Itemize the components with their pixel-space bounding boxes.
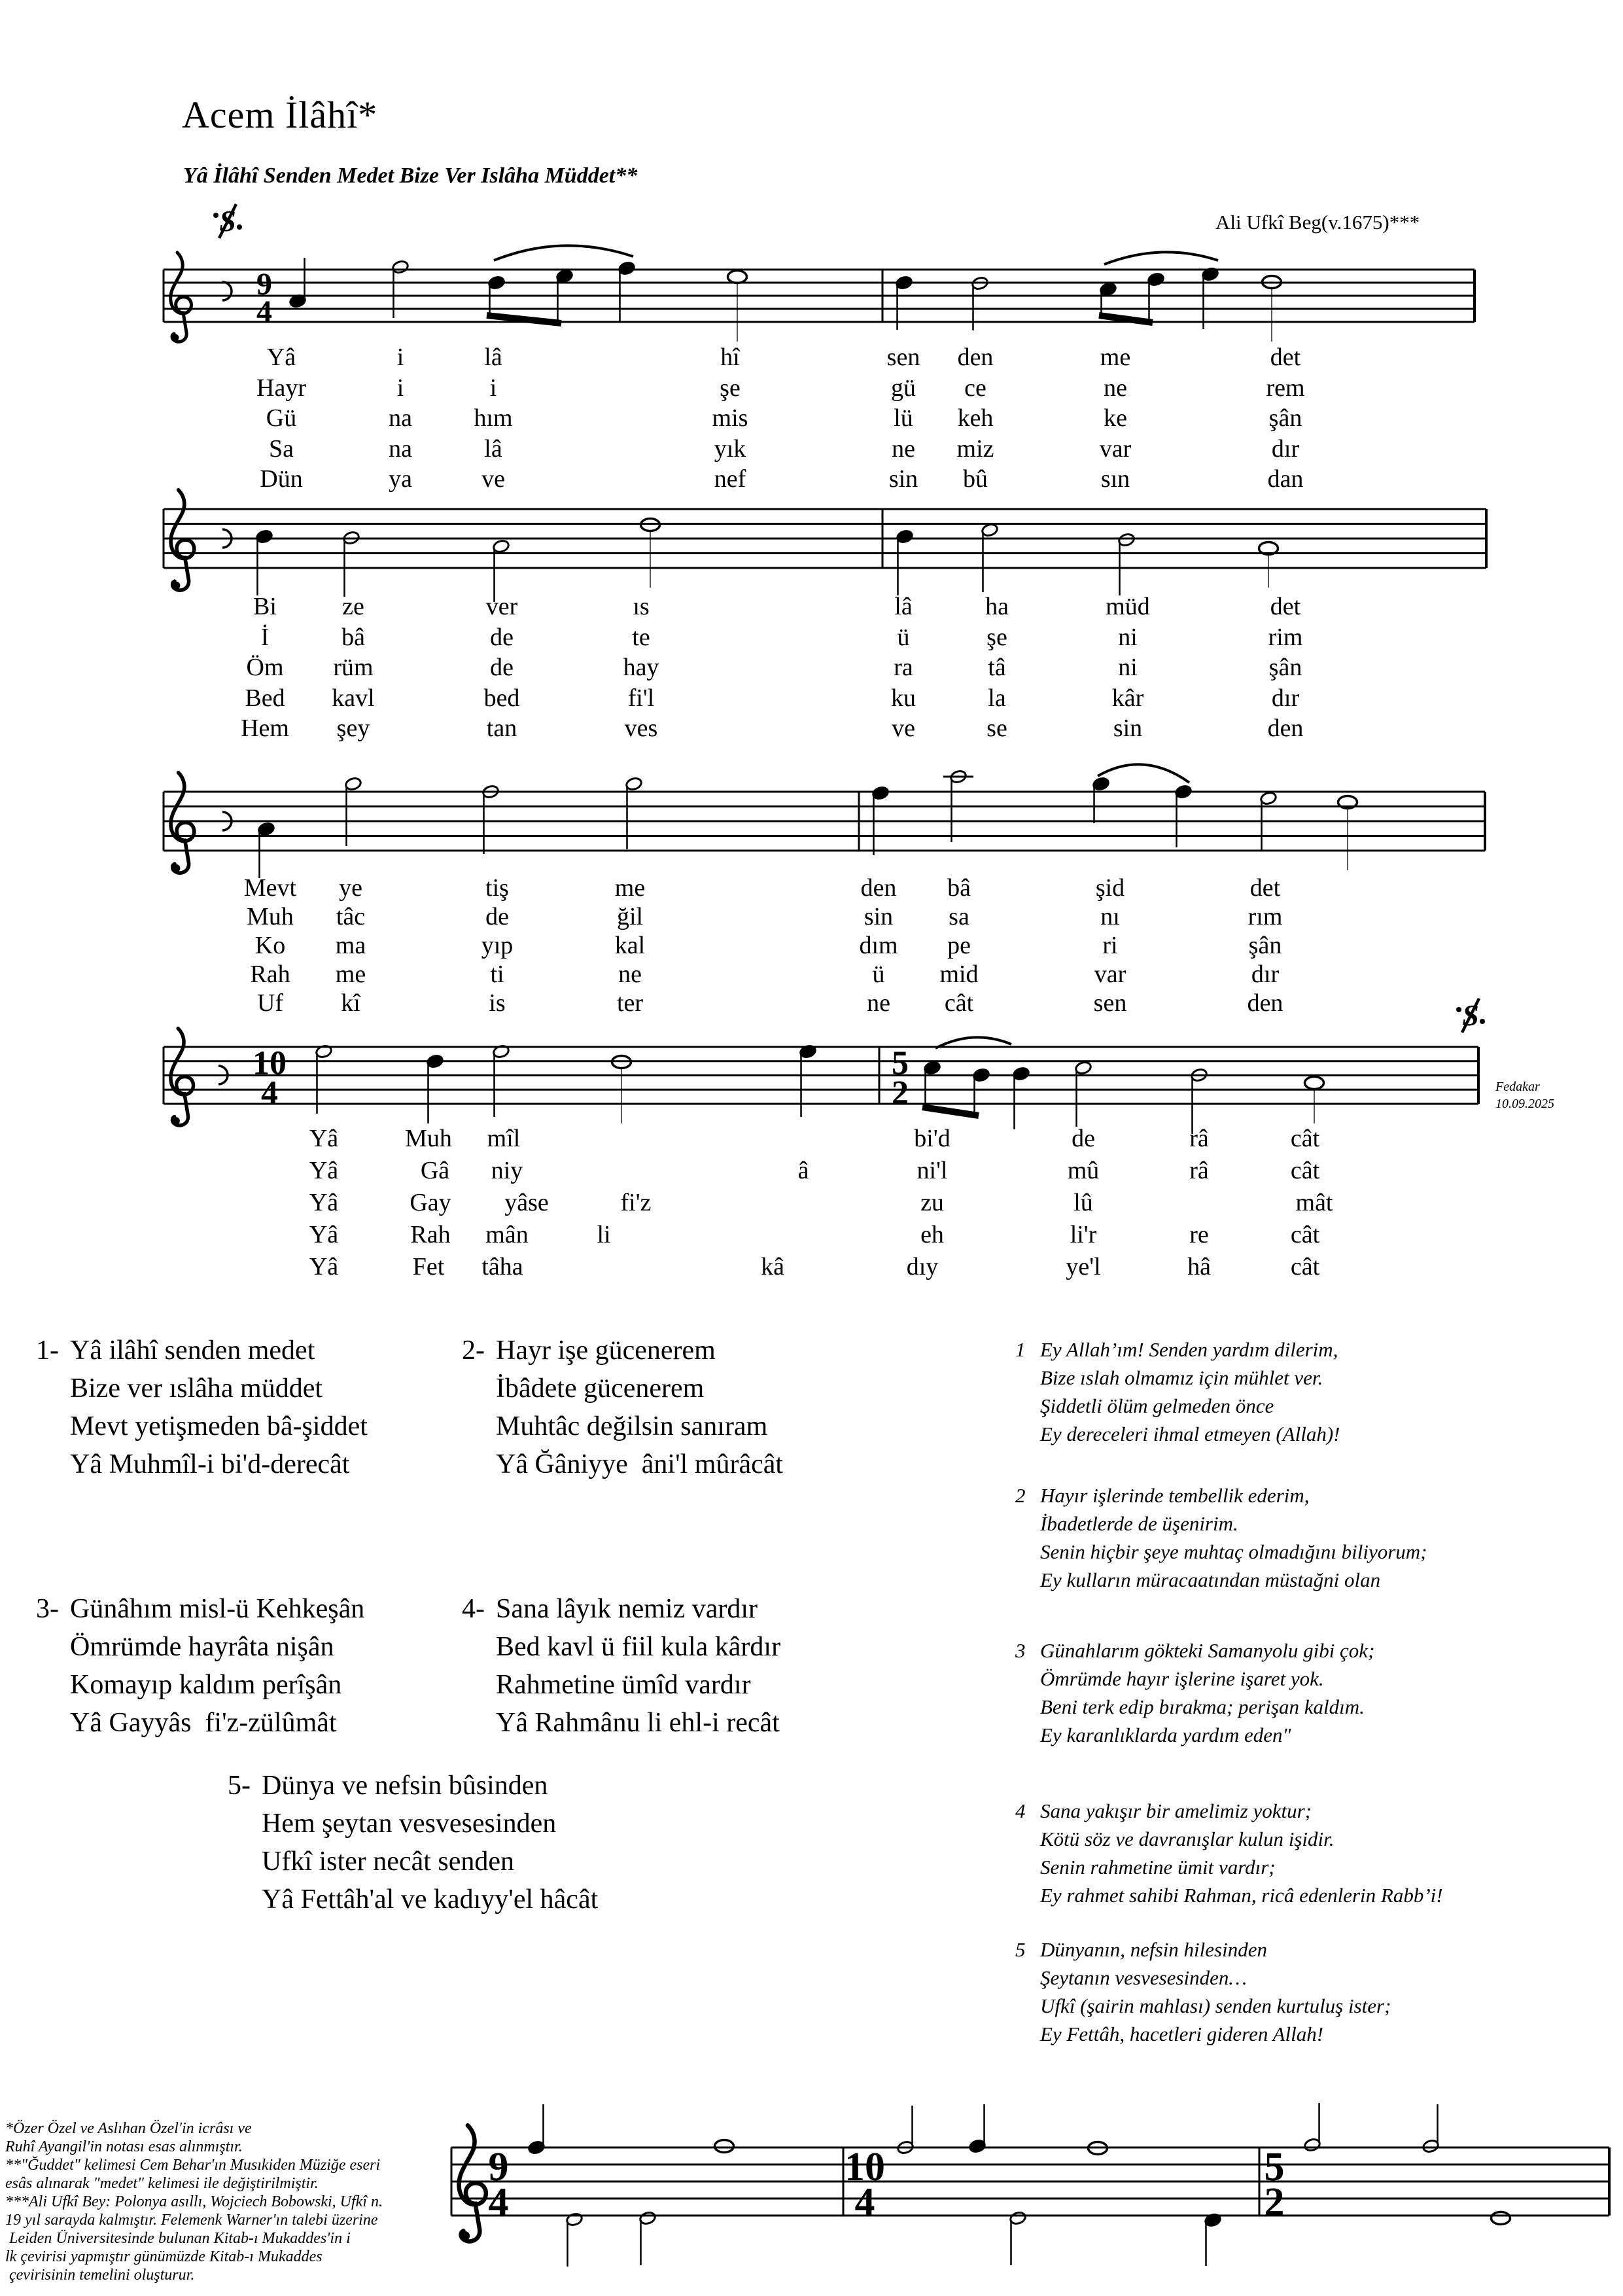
translation-line: Senin hiçbir şeye muhtaç olmadığını biliyorum;	[1040, 1540, 1427, 1563]
lyric-syllable: â	[797, 1157, 809, 1184]
lyric-syllable: Yâ	[266, 344, 296, 371]
time-signature-numerator: 10	[253, 1044, 287, 1082]
lyric-syllable: zu	[920, 1189, 944, 1216]
svg-text:S: S	[1462, 998, 1479, 1032]
lyric-syllable: Yâ	[309, 1125, 339, 1152]
verse-line: İbâdete gücenerem	[496, 1373, 705, 1404]
slur	[1104, 252, 1218, 264]
engraving-date: 10.09.2025	[1495, 1097, 1554, 1111]
lyric-syllable: det	[1270, 344, 1301, 371]
lyric-syllable: sin	[864, 903, 894, 930]
lyric-syllable: se	[986, 715, 1007, 742]
lyric-syllable: ves	[624, 715, 658, 742]
verse-number: 3-	[36, 1594, 59, 1624]
lyric-syllable: ver	[485, 593, 518, 620]
lyric-syllable: ha	[985, 593, 1009, 620]
time-signature-denominator: 4	[261, 1074, 278, 1112]
lyric-syllable: den	[1247, 989, 1283, 1017]
time-signature-numerator: 9	[488, 2145, 509, 2189]
time-signature-numerator: 5	[892, 1044, 909, 1082]
lyric-syllable: sa	[949, 903, 969, 930]
footnote-line: Leiden Üniversitesinde bulunan Kitab-ı Mukaddes'in i	[5, 2230, 351, 2247]
treble-clef-icon	[459, 2125, 486, 2241]
lyric-syllable: ter	[616, 989, 644, 1017]
beam	[922, 1107, 979, 1116]
lyric-syllable: yık	[714, 434, 746, 463]
lyric-syllable: den	[1267, 715, 1304, 742]
lyric-syllable: dıy	[906, 1253, 939, 1280]
footnote-line: *Özer Özel ve Aslıhan Özel'in icrâsı ve	[5, 2120, 252, 2137]
whole-note	[1492, 2212, 1510, 2225]
lyric-syllable: ü	[897, 623, 910, 651]
lyric-syllable: ma	[335, 932, 366, 959]
lyric-syllable: ke	[1104, 404, 1127, 432]
lyric-syllable: ıs	[633, 593, 650, 620]
lyric-syllable: bâ	[947, 874, 971, 902]
lyric-syllable: mis	[712, 404, 748, 432]
lyric-syllable: yâse	[504, 1189, 549, 1216]
lyric-syllable: ya	[389, 465, 412, 493]
lyric-syllable: şân	[1268, 404, 1302, 432]
lyric-syllable: rem	[1266, 374, 1305, 402]
translation-number: 2	[1015, 1484, 1026, 1507]
lyric-syllable: Hayr	[256, 374, 306, 402]
lyric-syllable: Mevt	[243, 874, 297, 902]
translation-line: Senin rahmetine ümit vardır;	[1040, 1856, 1276, 1879]
translation-line: Ey Allah’ım! Senden yardım dilerim,	[1040, 1338, 1338, 1361]
translation-line: Günahlarım gökteki Samanyolu gibi çok;	[1040, 1639, 1375, 1662]
lyric-syllable: Sa	[269, 434, 294, 463]
lyric-syllable: dır	[1271, 434, 1300, 463]
lyric-syllable: na	[389, 404, 412, 432]
lyric-syllable: eh	[920, 1221, 944, 1248]
lyric-syllable: bâ	[341, 623, 365, 651]
lyric-syllable: kal	[614, 932, 646, 959]
time-signature-denominator: 4	[854, 2180, 875, 2225]
verse-line: Yâ Fettâh'al ve kadıyy'el hâcât	[262, 1884, 599, 1915]
lyric-syllable: ye	[339, 874, 362, 902]
lyric-syllable: Bed	[245, 684, 285, 712]
lyric-syllable: i	[396, 344, 404, 371]
lyric-syllable: dım	[859, 932, 898, 959]
lyric-syllable: rım	[1248, 903, 1283, 930]
lyric-syllable: ne	[618, 961, 642, 988]
lyric-syllable: rüm	[333, 654, 374, 681]
lyric-syllable: mid	[939, 961, 979, 988]
whole-note	[1305, 1077, 1324, 1089]
lyric-syllable: det	[1249, 874, 1281, 902]
lyric-syllable: Uf	[256, 989, 284, 1017]
translation-line: Dünyanın, nefsin hilesinden	[1040, 1938, 1267, 1961]
whole-note	[715, 2140, 734, 2153]
translation-line: Ey dereceleri ihmal etmeyen (Allah)!	[1040, 1422, 1340, 1445]
lyric-syllable: de	[490, 654, 514, 681]
lyric-syllable: Gü	[266, 404, 297, 432]
lyric-syllable: mât	[1295, 1189, 1333, 1216]
verse-line: Hem şeytan vesvesesinden	[262, 1809, 557, 1839]
lyric-syllable: ğil	[616, 903, 644, 930]
translation-line: Ey rahmet sahibi Rahman, ricâ edenlerin Rabb’i!	[1040, 1884, 1443, 1907]
footnote-line: ***Ali Ufkî Bey: Polonya asıllı, Wojciech Bobowski, Ufkî n.	[5, 2193, 383, 2210]
lyric-syllable: bed	[483, 684, 520, 712]
lyric-syllable: Yâ	[309, 1221, 339, 1248]
translation-line: Kötü söz ve davranışlar kulun işidir.	[1040, 1828, 1335, 1850]
lyric-syllable: pe	[947, 932, 971, 959]
lyric-syllable: ne	[867, 989, 890, 1017]
lyric-syllable: mû	[1067, 1157, 1100, 1184]
translation-line: İbadetlerde de üşenirim.	[1040, 1512, 1238, 1535]
translation-number: 5	[1015, 1938, 1026, 1961]
verse-number: 2-	[462, 1335, 485, 1366]
lyric-syllable: i	[489, 374, 497, 402]
translation-line: Ey karanlıklarda yardım eden"	[1040, 1723, 1291, 1746]
lyric-syllable: yıp	[481, 932, 514, 959]
verse-line: Hayr işe gücenerem	[496, 1335, 716, 1366]
lyric-syllable: Muh	[247, 903, 294, 930]
lyric-syllable: ra	[894, 654, 913, 681]
lyric-syllable: cât	[944, 989, 974, 1017]
lyric-syllable: İ	[260, 623, 270, 651]
translation-line: Hayır işlerinde tembellik ederim,	[1040, 1484, 1310, 1507]
lyric-syllable: sen	[1093, 989, 1127, 1017]
translation-line: Ömrümde hayır işlerine işaret yok.	[1040, 1667, 1324, 1690]
lyric-syllable: var	[1099, 434, 1132, 463]
verse-line: Sana lâyık nemiz vardır	[496, 1594, 758, 1624]
verse-number: 4-	[462, 1594, 485, 1624]
translation-line: Ey kulların müracaatından müstağni olan	[1040, 1568, 1381, 1591]
lyric-syllable: râ	[1189, 1157, 1209, 1184]
lyric-syllable: dır	[1251, 961, 1280, 988]
lyric-syllable: sin	[1113, 715, 1143, 742]
lyric-syllable: ti	[490, 961, 504, 988]
lyric-syllable: sın	[1100, 465, 1130, 493]
translation-line: Ufkî (şairin mahlası) senden kurtuluş ister;	[1040, 1994, 1391, 2017]
lyric-syllable: hî	[720, 344, 740, 371]
lyric-syllable: müd	[1106, 593, 1150, 620]
lyric-syllable: li'r	[1070, 1221, 1097, 1248]
lyric-syllable: Dün	[260, 465, 303, 493]
lyric-syllable: ne	[1104, 374, 1127, 402]
translation-line: Şiddetli ölüm gelmeden önce	[1040, 1394, 1274, 1417]
lyric-syllable: cât	[1290, 1253, 1320, 1280]
lyric-syllable: var	[1094, 961, 1126, 988]
lyric-syllable: bi'd	[914, 1125, 951, 1152]
translation-number: 3	[1015, 1639, 1026, 1662]
lyric-syllable: cât	[1290, 1221, 1320, 1248]
lyric-syllable: keh	[957, 404, 994, 432]
page-title: Acem İlâhî*	[182, 94, 378, 136]
lyric-syllable: miz	[956, 434, 994, 463]
verse-line: Mevt yetişmeden bâ-şiddet	[70, 1411, 368, 1441]
time-signature-numerator: 9	[256, 267, 272, 302]
lyric-syllable: dır	[1271, 684, 1300, 712]
lyric-syllable: mân	[485, 1221, 529, 1248]
lyric-syllable: hım	[474, 404, 513, 432]
lyric-syllable: ü	[872, 961, 885, 988]
lyric-syllable: tiş	[485, 874, 509, 902]
lyric-syllable: tâ	[988, 654, 1006, 681]
verse-line: Rahmetine ümîd vardır	[496, 1670, 751, 1700]
lyric-syllable: nef	[714, 465, 746, 493]
whole-note	[728, 271, 747, 283]
lyric-syllable: fi'l	[627, 684, 655, 712]
lyric-syllable: ze	[342, 593, 364, 620]
lyric-syllable: ye'l	[1066, 1253, 1101, 1280]
engraver-name: Fedakar	[1495, 1080, 1540, 1094]
lyric-syllable: rim	[1268, 623, 1303, 651]
lyric-syllable: ve	[892, 715, 915, 742]
translation-line: Sana yakışır bir amelimiz yoktur;	[1040, 1799, 1312, 1822]
verse-number: 5-	[228, 1771, 251, 1801]
lyric-syllable: is	[489, 989, 506, 1017]
lyric-syllable: me	[1100, 344, 1131, 371]
footnote-line: çevirisinin temelini oluşturur.	[5, 2267, 195, 2284]
lyric-syllable: na	[389, 434, 412, 463]
lyric-syllable: Rah	[250, 961, 290, 988]
lyric-syllable: lâ	[484, 344, 502, 371]
lyric-syllable: Muh	[405, 1125, 452, 1152]
verse-line: Bize ver ıslâha müddet	[70, 1373, 323, 1404]
verse-line: Muhtâc değilsin sanıram	[496, 1411, 768, 1441]
translation-line: Beni terk edip bırakma; perişan kaldım.	[1040, 1695, 1365, 1718]
lyric-syllable: te	[632, 623, 650, 651]
treble-clef-icon	[171, 253, 192, 342]
lyric-syllable: ni	[1118, 623, 1138, 651]
lyric-syllable: ce	[964, 374, 986, 402]
lyric-syllable: Rah	[410, 1221, 451, 1248]
lyric-syllable: lü	[894, 404, 913, 432]
translation-line: Şeytanın vesvesesinden…	[1040, 1966, 1247, 1989]
lyric-syllable: şe	[986, 623, 1007, 651]
svg-text:S: S	[219, 204, 236, 238]
page-subtitle: Yâ İlâhî Senden Medet Bize Ver Islâha Müddet**	[183, 164, 638, 188]
slur	[494, 245, 633, 260]
time-signature-denominator: 2	[892, 1074, 909, 1112]
lyric-syllable: sen	[886, 344, 920, 371]
lyric-syllable: lû	[1073, 1189, 1093, 1216]
lyric-syllable: kâr	[1111, 684, 1144, 712]
lyric-syllable: ve	[481, 465, 505, 493]
lyric-syllable: Bi	[253, 593, 277, 620]
lyric-syllable: Öm	[246, 654, 284, 681]
lyric-syllable: Yâ	[309, 1189, 339, 1216]
footnote-line: **"Ğuddet" kelimesi Cem Behar'ın Musıkiden Müziğe eseri	[5, 2157, 381, 2174]
lyric-syllable: Ko	[254, 932, 286, 959]
verse-line: Komayıp kaldım perîşân	[70, 1670, 342, 1700]
lyric-syllable: gü	[891, 374, 916, 402]
verse-line: Ufkî ister necât senden	[262, 1846, 515, 1877]
translation-line: Bize ıslah olmamız için mühlet ver.	[1040, 1366, 1323, 1389]
lyric-syllable: nı	[1100, 903, 1120, 930]
lyric-syllable: dan	[1267, 465, 1304, 493]
lyric-syllable: şân	[1268, 654, 1302, 681]
lyric-syllable: lâ	[894, 593, 913, 620]
lyric-syllable: ku	[891, 684, 916, 712]
lyric-syllable: şey	[336, 715, 370, 742]
lyric-syllable: den	[860, 874, 897, 902]
lyric-syllable: Yâ	[309, 1157, 339, 1184]
lyric-syllable: ne	[892, 434, 915, 463]
lyric-syllable: hay	[623, 654, 659, 681]
lyric-syllable: fi'z	[620, 1189, 652, 1216]
verse-line: Ömrümde hayrâta nişân	[70, 1632, 334, 1662]
segno-icon	[1456, 998, 1485, 1033]
lyric-syllable: Hem	[241, 715, 289, 742]
lyric-syllable: de	[485, 903, 509, 930]
lyric-syllable: sin	[888, 465, 918, 493]
lyric-syllable: cât	[1290, 1125, 1320, 1152]
lyric-syllable: hâ	[1187, 1253, 1211, 1280]
verse-line: Dünya ve nefsin bûsinden	[262, 1771, 548, 1801]
verse-line: Bed kavl ü fiil kula kârdır	[496, 1632, 781, 1662]
translation-line: Ey Fettâh, hacetleri gideren Allah!	[1040, 2022, 1324, 2045]
time-signature-denominator: 4	[256, 294, 272, 329]
translation-number: 4	[1015, 1799, 1026, 1822]
verse-line: Yâ ilâhî senden medet	[70, 1335, 315, 1366]
time-signature-numerator: 5	[1264, 2145, 1285, 2189]
lyric-syllable: i	[396, 374, 404, 402]
lyric-syllable: kâ	[761, 1253, 784, 1280]
lyric-syllable: mîl	[487, 1125, 521, 1152]
lyric-syllable: de	[1072, 1125, 1095, 1152]
time-signature-numerator: 10	[845, 2145, 885, 2189]
lyric-syllable: tâha	[481, 1253, 523, 1280]
lyric-syllable: Fet	[412, 1253, 445, 1280]
time-signature-denominator: 4	[488, 2180, 509, 2225]
footnote-line: 19 yıl sarayda kalmıştır. Felemenk Warner'ın talebi üzerine	[5, 2212, 378, 2229]
lyric-syllable: me	[335, 961, 366, 988]
lyric-syllable: ni	[1118, 654, 1138, 681]
mensuration-sign	[222, 282, 232, 300]
composer-credit: Ali Ufkî Beg(v.1675)***	[1215, 211, 1420, 234]
lyric-syllable: de	[490, 623, 514, 651]
segno-icon	[213, 204, 242, 238]
lyric-syllable: cât	[1290, 1157, 1320, 1184]
lyric-syllable: re	[1189, 1221, 1209, 1248]
lyric-syllable: ni'l	[916, 1157, 948, 1184]
footnote-line: esâs alınarak "medet" kelimesi ile değiştirilmiştir.	[5, 2175, 319, 2192]
lyric-syllable: li	[597, 1221, 611, 1248]
lyric-syllable: şe	[720, 374, 741, 402]
lyric-syllable: det	[1270, 593, 1301, 620]
lyric-syllable: Yâ	[309, 1253, 339, 1280]
lyric-syllable: bû	[963, 465, 988, 493]
lyric-syllable: tâc	[336, 903, 366, 930]
lyric-syllable: şid	[1095, 874, 1125, 902]
verse-number: 1-	[36, 1335, 59, 1366]
lyric-syllable: kî	[341, 989, 360, 1017]
verse-line: Günâhım misl-ü Kehkeşân	[70, 1594, 365, 1624]
lyric-syllable: şân	[1248, 932, 1282, 959]
translation-number: 1	[1015, 1338, 1026, 1361]
lyric-syllable: kavl	[332, 684, 375, 712]
treble-clef-icon	[171, 1029, 194, 1125]
lyric-syllable: Gâ	[420, 1157, 450, 1184]
verse-line: Yâ Ğâniyye âni'l mûrâcât	[496, 1449, 784, 1479]
lyric-syllable: la	[988, 684, 1006, 712]
verse-line: Yâ Gayyâs fi'z-zülûmât	[70, 1708, 337, 1738]
lyric-syllable: me	[614, 874, 646, 902]
footnote-line: lk çevirisi yapmıştır günümüzde Kitab-ı Mukaddes	[5, 2248, 323, 2265]
footnote-line: Ruhî Ayangil'in notası esas alınmıştır.	[5, 2138, 243, 2155]
treble-clef-icon	[171, 773, 194, 873]
lyric-syllable: den	[957, 344, 994, 371]
lyric-syllable: lâ	[484, 434, 502, 463]
lyric-syllable: ri	[1102, 932, 1118, 959]
lyric-syllable: Gay	[410, 1189, 451, 1216]
verse-line: Yâ Rahmânu li ehl-i recât	[496, 1708, 780, 1738]
time-signature-denominator: 2	[1264, 2180, 1285, 2225]
slur	[1098, 764, 1189, 783]
treble-clef-icon	[171, 490, 194, 590]
lyric-syllable: râ	[1189, 1125, 1209, 1152]
lyric-syllable: niy	[491, 1157, 523, 1184]
lyric-syllable: tan	[486, 715, 517, 742]
verse-line: Yâ Muhmîl-i bi'd-derecât	[70, 1449, 350, 1479]
